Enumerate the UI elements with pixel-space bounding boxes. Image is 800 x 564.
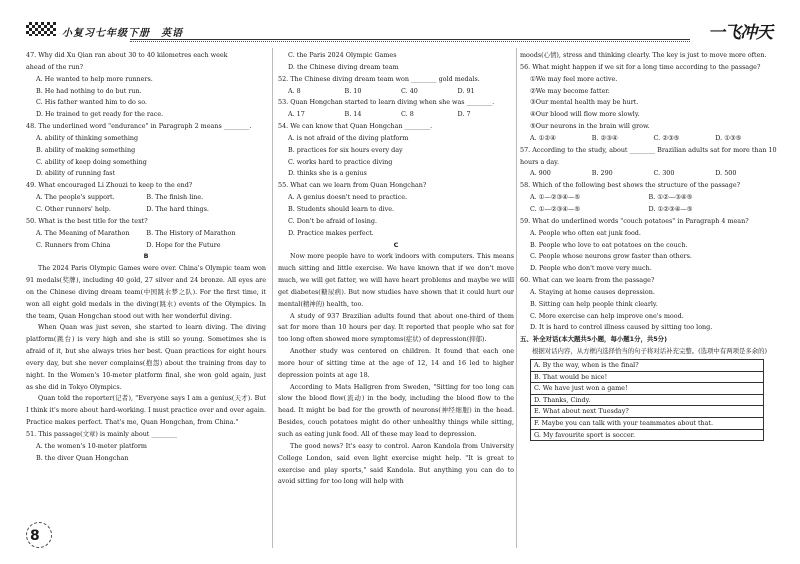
answer-option: C. People whose neurons grow faster than others. [530,252,692,261]
header-rule [130,39,690,40]
header-brand: 一飞冲天 [708,23,772,43]
answer-option: ①We may feel more active. [530,74,618,83]
question-text: 56. What might happen if we sit for a long time according to the passage? [520,62,761,71]
answer-option: D. ability of running fast [36,169,116,178]
answer-option: C. ability of keep doing something [36,157,147,166]
answer-option: C. 8 [401,110,414,119]
answer-option: B. He had nothing to do but run. [36,86,142,95]
passage-paragraph: The good news? It's easy to control. Aaron Kandola from University College London, said even light exercise might help. "It is great to exercise and play sports," said Kandola. But anything you can do to avoid sitting for too long will help with [278,441,514,486]
answer-option: B. 14 [344,110,362,119]
dialogue-option: E. What about next Tuesday? [531,406,763,418]
answer-options-row [520,192,777,204]
answer-option: ②We may become fatter. [530,86,610,95]
question-text: 53. Quan Hongchan started to learn diving when she was ________. [278,98,495,107]
answer-option: A. The people's support. [36,193,115,202]
answer-option: D. 91 [457,86,475,95]
question-text: 55. What can we learn from Quan Hongchan? [278,181,427,190]
header-rule-dotted [130,41,690,42]
dialogue-option: A. By the way, when is the final? [531,360,763,372]
answer-option: D. ①③⑤ [715,133,742,142]
passage-paragraph: According to Mats Hallgren from Sweden, "Sitting for too long can slow the blood flow(流动) in the body, including the blood flow to the head. It might be bad for the growth of neurons(神经细胞) in the head. Besides, couch potatoes might do other unhealthy things while sitting, such as eating junk food. All of these may lead to depression. [278,382,514,438]
passage-paragraph: When Quan was just seven, she started to learn diving. The diving platform(跳台) is very high and she is still so young. Sometimes she is afraid of it, but she always tries her best. Quan practices for eight hours every day, but she never complains(抱怨) about the training from day to night. In the Women's 10-meter platform final, she won gold again, just as she did in Tokyo Olympics. [26,323,266,391]
answer-options-row [26,240,266,252]
answer-option: A. 17 [288,110,305,119]
answer-options-row [26,192,266,204]
answer-option: B. Students should learn to dive. [288,204,395,213]
passage-paragraph: Now more people have to work indoors with computers. This means much sitting and little exercise. We have known that if we don't move much, we will get fatter, we will have heart problems and maybe we will get diabetes(糖尿病). But now studies have shown that it could hurt our mental(精神的) health, too. [278,252,514,308]
answer-option: B. 10 [344,86,362,95]
answer-option: C. Other runners' help. [36,204,111,213]
answer-option: D. the Chinese diving dream team [288,62,399,71]
column-divider [272,48,273,548]
answer-option: D. He trained to get ready for the race. [36,110,164,119]
answer-option: B. ability of making something [36,145,136,154]
answer-options-row [278,109,514,121]
header-logo-pattern [26,22,56,36]
answer-option: B. 290 [591,169,613,178]
passage-paragraph: A study of 937 Brazilian adults found that about one-third of them sat for more than 10 hours per day. It reported that people who sat for too long often showed more symptoms(症状) of depression(抑郁). [278,311,514,344]
answer-option: C. ①—②③④—⑤ [530,204,581,213]
header-title: 小复习七年级下册 英语 [62,28,183,39]
section-heading: 五、补全对话(本大题共5小题，每小题1分，共5分) [520,335,667,344]
answer-option: C. the Paris 2024 Olympic Games [288,51,397,59]
answer-options-row [520,204,777,216]
passage-paragraph: Quan told the reporter(记者), "Everyone says I am a genius(天才). But I think it's more about hard-working. I must practice over and over again. Practice makes perfect. That's me, Quan Hongchan, from China." [26,394,266,427]
answer-option: A. The Meaning of Marathon [36,228,130,237]
section-heading: B [143,252,149,261]
answer-option: C. Runners from China [36,240,111,249]
answer-option: A. the women's 10-meter platform [36,441,147,450]
answer-option: ⑤Our neurons in the brain will grow. [530,122,650,131]
answer-option: D. 500 [715,169,737,178]
column-right [520,50,777,441]
answer-option: D. 7 [457,110,471,119]
answer-options-row [26,204,266,216]
question-text: 60. What can we learn from the passage? [520,276,655,285]
page-number: 8 [30,528,40,544]
question-text: 51. This passage(文章) is mainly about ________ [26,430,177,438]
answer-option: C. 40 [401,86,418,95]
answer-option: D. thinks she is a genius [288,169,367,178]
question-text: 59. What do underlined words "couch potatoes" in Paragraph 4 mean? [520,216,749,225]
answer-option: ④Our blood will flow more slowly. [530,110,640,119]
answer-option: A. People who often eat junk food. [530,228,641,237]
answer-option: A. He wanted to help more runners. [36,74,153,83]
answer-options-row [520,133,777,145]
answer-option: D. It is hard to control illness caused by sitting too long. [530,323,713,332]
answer-options-row [26,228,266,240]
answer-option: C. 300 [653,169,675,178]
answer-option: B. People who love to eat potatoes on the couch. [530,240,688,249]
column-middle [278,50,514,488]
answer-option: D. ①②③④—⑤ [648,204,693,213]
passage-paragraph: 根据对话内容，从方框内选择恰当的句子将对话补充完整。(选项中有两项是多余的) [532,347,768,356]
question-text: 47. Why did Xu Qian ran about 30 to 40 kilometres each week [26,51,228,59]
column-divider [516,48,517,548]
answer-option: B. The finish line. [146,193,204,202]
answer-option: A. 8 [288,86,301,95]
answer-option: D. Hope for the Future [146,240,221,249]
section-heading: C [393,240,399,249]
answer-option: ③Our mental health may be hurt. [530,98,639,107]
question-text: 58. Which of the following best shows the structure of the passage? [520,181,741,190]
answer-option: C. More exercise can help improve one's mood. [530,311,684,320]
answer-options-row [278,86,514,98]
question-text: 49. What encouraged Li Zhouzi to keep to the end? [26,181,193,190]
passage-paragraph: Another study was centered on children. It found that each one more hour of sitting time at the age of 12, 14 and 16 led to higher depression points at age 18. [278,347,514,379]
question-text: ahead of the run? [26,62,84,71]
question-text: 57. According to the study, about ________ Brazilian adults sat for more than 10 hours a day. [520,145,777,166]
options-box [530,359,764,441]
dialogue-option: C. We have just won a game! [531,383,763,395]
answer-option: C. ②③⑤ [653,133,680,142]
answer-option: A. 900 [530,169,551,178]
column-left [26,50,266,465]
answer-option: C. Don't be afraid of losing. [288,216,377,225]
question-text: 50. What is the best title for the text? [26,216,148,225]
answer-option: A. A genius doesn't need to practice. [288,193,408,202]
answer-option: A. ①—②③④—⑤ [530,193,581,202]
answer-option: A. ability of thinking something [36,133,139,142]
answer-option: A. ①②④ [530,133,556,142]
answer-option: D. People who don't move very much. [530,264,652,273]
answer-option: B. practices for six hours every day [288,145,403,154]
answer-option: B. ②③④ [591,133,618,142]
answer-option: D. Practice makes perfect. [288,228,374,237]
dialogue-option: B. That would be nice! [531,372,763,384]
page-header [0,0,800,44]
passage-paragraph: The 2024 Paris Olympic Games were over. China's Olympic team won 91 medals(奖牌), including 40 gold, 27 silver and 24 bronze. All eyes are on the Chinese diving dream team(中国跳水梦之队). For the first time, it won all eight gold medals in the diving(跳水) events of the Olympics. In the team, Quan Hongchan stood out with her wonderful diving. [26,264,266,320]
answer-option: C. works hard to practice diving [288,157,393,166]
question-text: 54. We can know that Quan Hongchan ________. [278,122,433,131]
answer-option: B. Sitting can help people think clearly. [530,299,658,308]
question-text: 48. The underlined word "endurance" in Paragraph 2 means ________. [26,122,252,131]
dialogue-option: G. My favourite sport is soccer. [534,430,636,439]
answer-option: B. The History of Marathon [146,228,236,237]
answer-option: A. is not afraid of the diving platform [288,133,409,142]
answer-option: B. ①②—③④⑤ [648,193,693,202]
answer-option: B. the diver Quan Hongchan [36,453,129,462]
dialogue-option: D. Thanks, Cindy. [531,395,763,407]
dialogue-option: F. Maybe you can talk with your teammates about that. [531,418,763,430]
answer-option: A. Staying at home causes depression. [530,287,655,296]
question-text: moods(心情), stress and thinking clearly. The key is just to move more often. [520,51,767,59]
question-text: 52. The Chinese diving dream team won ________ gold medals. [278,74,480,83]
answer-option: C. His father wanted him to do so. [36,98,147,107]
answer-options-row [520,168,777,180]
answer-option: D. The hard things. [146,204,209,213]
